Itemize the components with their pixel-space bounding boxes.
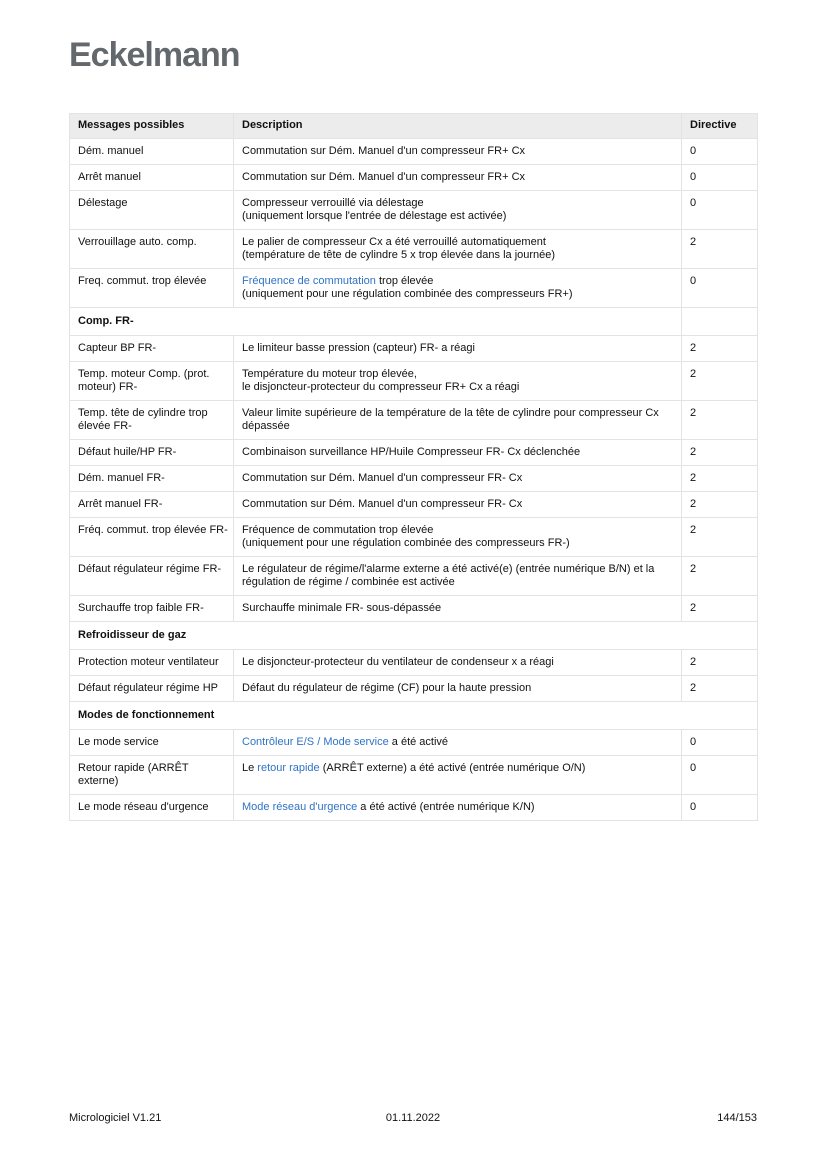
- description-cell: Fréquence de commutation trop élevée (uniquement pour une régulation combinée des compresseurs FR+): [234, 269, 682, 308]
- column-header-directive: Directive: [682, 114, 758, 139]
- description-cell: Le limiteur basse pression (capteur) FR- a réagi: [234, 336, 682, 362]
- message-cell: Défaut régulateur régime HP: [70, 676, 234, 702]
- section-title-cell: Refroidisseur de gaz: [70, 622, 758, 650]
- directive-cell: 2: [682, 440, 758, 466]
- directive-cell: 2: [682, 492, 758, 518]
- table-row: [70, 492, 758, 518]
- message-cell: Dém. manuel FR-: [70, 466, 234, 492]
- description-cell: Combinaison surveillance HP/Huile Compresseur FR- Cx déclenchée: [234, 440, 682, 466]
- table-row: [70, 596, 758, 622]
- message-cell: Délestage: [70, 191, 234, 230]
- message-cell: Surchauffe trop faible FR-: [70, 596, 234, 622]
- description-cell: Mode réseau d'urgence a été activé (entrée numérique K/N): [234, 795, 682, 821]
- messages-table-header: [70, 114, 758, 139]
- description-cell: Le retour rapide (ARRÊT externe) a été activé (entrée numérique O/N): [234, 756, 682, 795]
- section-row: [70, 702, 758, 730]
- table-row: [70, 191, 758, 230]
- message-cell: Verrouillage auto. comp.: [70, 230, 234, 269]
- messages-table-body: [70, 139, 758, 821]
- message-cell: Fréq. commut. trop élevée FR-: [70, 518, 234, 557]
- doc-link[interactable]: Mode réseau d'urgence: [242, 801, 358, 813]
- message-cell: Capteur BP FR-: [70, 336, 234, 362]
- description-cell: Fréquence de commutation trop élevée (uniquement pour une régulation combinée des compresseurs FR-): [234, 518, 682, 557]
- description-cell: Température du moteur trop élevée, le disjoncteur-protecteur du compresseur FR+ Cx a réagi: [234, 362, 682, 401]
- message-cell: Défaut huile/HP FR-: [70, 440, 234, 466]
- directive-cell: 0: [682, 269, 758, 308]
- directive-cell: 2: [682, 362, 758, 401]
- header-row: [70, 114, 758, 139]
- footer-page-number: 144/153: [717, 1112, 757, 1124]
- directive-cell: 2: [682, 466, 758, 492]
- page-footer: [69, 1112, 757, 1124]
- description-cell: Surchauffe minimale FR- sous-dépassée: [234, 596, 682, 622]
- directive-cell: 0: [682, 795, 758, 821]
- column-header-messages: Messages possibles: [70, 114, 234, 139]
- table-row: [70, 730, 758, 756]
- table-row: [70, 362, 758, 401]
- page-content: [69, 0, 757, 821]
- section-title-cell: Modes de fonctionnement: [70, 702, 758, 730]
- table-row: [70, 466, 758, 492]
- message-cell: Défaut régulateur régime FR-: [70, 557, 234, 596]
- table-row: [70, 269, 758, 308]
- table-row: [70, 650, 758, 676]
- table-row: [70, 336, 758, 362]
- column-header-description: Description: [234, 114, 682, 139]
- description-cell: Compresseur verrouillé via délestage (uniquement lorsque l'entrée de délestage est activée): [234, 191, 682, 230]
- footer-firmware-version: Micrologiciel V1.21: [69, 1112, 162, 1124]
- message-cell: Temp. tête de cylindre trop élevée FR-: [70, 401, 234, 440]
- directive-cell: 2: [682, 336, 758, 362]
- message-cell: Temp. moteur Comp. (prot. moteur) FR-: [70, 362, 234, 401]
- description-cell: Commutation sur Dém. Manuel d'un compresseur FR+ Cx: [234, 139, 682, 165]
- doc-link[interactable]: retour rapide: [257, 762, 320, 774]
- description-cell: Commutation sur Dém. Manuel d'un compresseur FR+ Cx: [234, 165, 682, 191]
- section-row: [70, 308, 758, 336]
- table-row: [70, 518, 758, 557]
- message-cell: Dém. manuel: [70, 139, 234, 165]
- message-cell: Retour rapide (ARRÊT externe): [70, 756, 234, 795]
- table-row: [70, 795, 758, 821]
- doc-link[interactable]: Contrôleur E/S / Mode service: [242, 736, 389, 748]
- message-cell: Freq. commut. trop élevée: [70, 269, 234, 308]
- directive-cell: 0: [682, 730, 758, 756]
- section-empty-directive-cell: [682, 308, 758, 336]
- table-row: [70, 165, 758, 191]
- description-cell: Commutation sur Dém. Manuel d'un compresseur FR- Cx: [234, 492, 682, 518]
- directive-cell: 0: [682, 756, 758, 795]
- message-cell: Le mode réseau d'urgence: [70, 795, 234, 821]
- table-row: [70, 230, 758, 269]
- description-cell: Contrôleur E/S / Mode service a été activé: [234, 730, 682, 756]
- doc-link[interactable]: Fréquence de commutation: [242, 275, 376, 287]
- description-cell: Commutation sur Dém. Manuel d'un compresseur FR- Cx: [234, 466, 682, 492]
- company-logo: Eckelmann: [69, 36, 240, 74]
- description-cell: Le palier de compresseur Cx a été verrouillé automatiquement (température de tête de cylindre 5 x trop élevée dans la journée): [234, 230, 682, 269]
- description-cell: Le régulateur de régime/l'alarme externe a été activé(e) (entrée numérique B/N) et la régulation de régime / combinée est activée: [234, 557, 682, 596]
- footer-date: 01.11.2022: [385, 1112, 441, 1124]
- message-cell: Arrêt manuel FR-: [70, 492, 234, 518]
- directive-cell: 0: [682, 191, 758, 230]
- table-row: [70, 756, 758, 795]
- table-row: [70, 401, 758, 440]
- description-cell: Le disjoncteur-protecteur du ventilateur de condenseur x a réagi: [234, 650, 682, 676]
- directive-cell: 2: [682, 557, 758, 596]
- section-row: [70, 622, 758, 650]
- directive-cell: 2: [682, 650, 758, 676]
- table-row: [70, 557, 758, 596]
- directive-cell: 0: [682, 139, 758, 165]
- messages-table: [69, 113, 758, 821]
- directive-cell: 2: [682, 230, 758, 269]
- description-cell: Valeur limite supérieure de la température de la tête de cylindre pour compresseur Cx dépassée: [234, 401, 682, 440]
- directive-cell: 2: [682, 676, 758, 702]
- table-row: [70, 676, 758, 702]
- directive-cell: 2: [682, 518, 758, 557]
- message-cell: Arrêt manuel: [70, 165, 234, 191]
- message-cell: Protection moteur ventilateur: [70, 650, 234, 676]
- table-row: [70, 139, 758, 165]
- directive-cell: 0: [682, 165, 758, 191]
- directive-cell: 2: [682, 401, 758, 440]
- message-cell: Le mode service: [70, 730, 234, 756]
- section-title-cell: Comp. FR-: [70, 308, 682, 336]
- description-cell: Défaut du régulateur de régime (CF) pour la haute pression: [234, 676, 682, 702]
- directive-cell: 2: [682, 596, 758, 622]
- table-row: [70, 440, 758, 466]
